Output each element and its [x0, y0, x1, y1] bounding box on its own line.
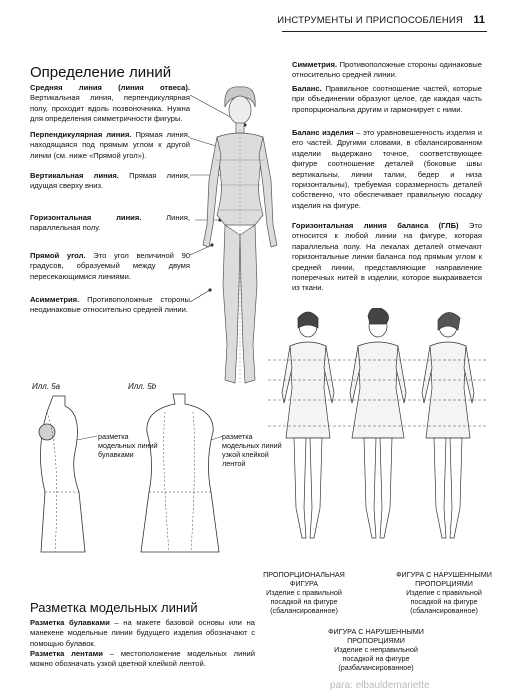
- caption-disturbed-balanced: ФИГУРА С НАРУШЕННЫМИ ПРОПОРЦИЯМИ Изделие с правильной посадкой на фигуре (сбалансированное): [396, 570, 492, 615]
- dress-forms-illustration: [25, 392, 255, 560]
- term-garment-balance: Баланс изделия – это уравновешенность изделия и его частей. Другими словами, в сбалансированном изделии выдержано точное, соответствующее фигуре соотношение деталей (боковые швы вертикальны, линии талии, бедер и низа горизонтальны), требуемая соразмерность деталей собственно, что обеспечивает правильную посадку изделия на фигуре.: [292, 128, 482, 210]
- caption-proportional: ПРОПОРЦИОНАЛЬНАЯ ФИГУРА Изделие с правильной посадкой на фигуре (сбалансированное): [263, 570, 345, 615]
- note-tape: разметка модельных линий узкой клейкой лентой: [222, 432, 282, 468]
- term-tape-marking: Разметка лентами – местоположение модельных линий можно обозначать узкой цветной клейкой лентой.: [30, 649, 255, 669]
- term-right-angle: Прямой угол. Это угол величиной 90 градусов, образуемый между двумя пересекающимися линиями.: [30, 251, 191, 281]
- heading-model-lines-marking: Разметка модельных линий: [30, 600, 198, 615]
- term-horizontal: Горизонтальная линия. Линия, параллельная полу.: [30, 213, 190, 233]
- term-vertical: Вертикальная линия. Прямая линия, идущая сверху вниз.: [30, 171, 190, 191]
- term-horizontal-balance-line: Горизонтальная линия баланса (ГЛБ) Это относится к любой линии на фигуре, которая параллельна полу. На лекалах деталей отмечают горизонтальные линии баланса под прямым углом к средней линии, представляющие направление поперечных нитей в изделии, которое выкраивается из ткани.: [292, 221, 483, 293]
- term-asymmetry: Асимметрия. Противоположные стороны неодинаковые относительно средней линии.: [30, 295, 190, 315]
- note-pins: разметка модельных линий булавками: [98, 432, 158, 459]
- watermark-text: para: elbauldemariette: [330, 680, 430, 691]
- heading-line-definitions: Определение линий: [30, 64, 172, 81]
- page-number: 11: [473, 14, 485, 26]
- section-title: ИНСТРУМЕНТЫ И ПРИСПОСОБЛЕНИЯ: [277, 15, 463, 26]
- term-symmetry: Симметрия. Противоположные стороны одинаковые относительно средней линии.: [292, 60, 482, 80]
- term-pins-marking: Разметка булавками – на макете базовой основы или на манекене модельные линии будущего изделия обозначают с помощью булавок.: [30, 618, 255, 648]
- term-perpendicular: Перпендикулярная линия. Прямая линия, находящаяся под прямым углом к другой линии (см. ниже «Прямой угол»).: [30, 130, 190, 160]
- term-center-line: Средняя линия (линия отвеса). Вертикальная линия, перпендикулярная полу, проходит вдоль позвоночника. Нужна для определения симметричности фигуры.: [30, 83, 190, 124]
- term-balance: Баланс. Правильное соотношение частей, которые при объединении образуют целое, где каждая часть пропорциональна другим и гармонирует с ними.: [292, 84, 482, 114]
- ill-5a-label: Илл. 5а: [32, 382, 61, 391]
- header-rule: [282, 31, 487, 32]
- ill-5b-label: Илл. 5b: [128, 382, 157, 391]
- page-header: [0, 0, 505, 28]
- three-figures-illustration: [268, 308, 488, 568]
- caption-disturbed-unbalanced: ФИГУРА С НАРУШЕННЫМИ ПРОПОРЦИЯМИ Изделие с неправильной посадкой на фигуре (разбалансированное): [328, 627, 424, 672]
